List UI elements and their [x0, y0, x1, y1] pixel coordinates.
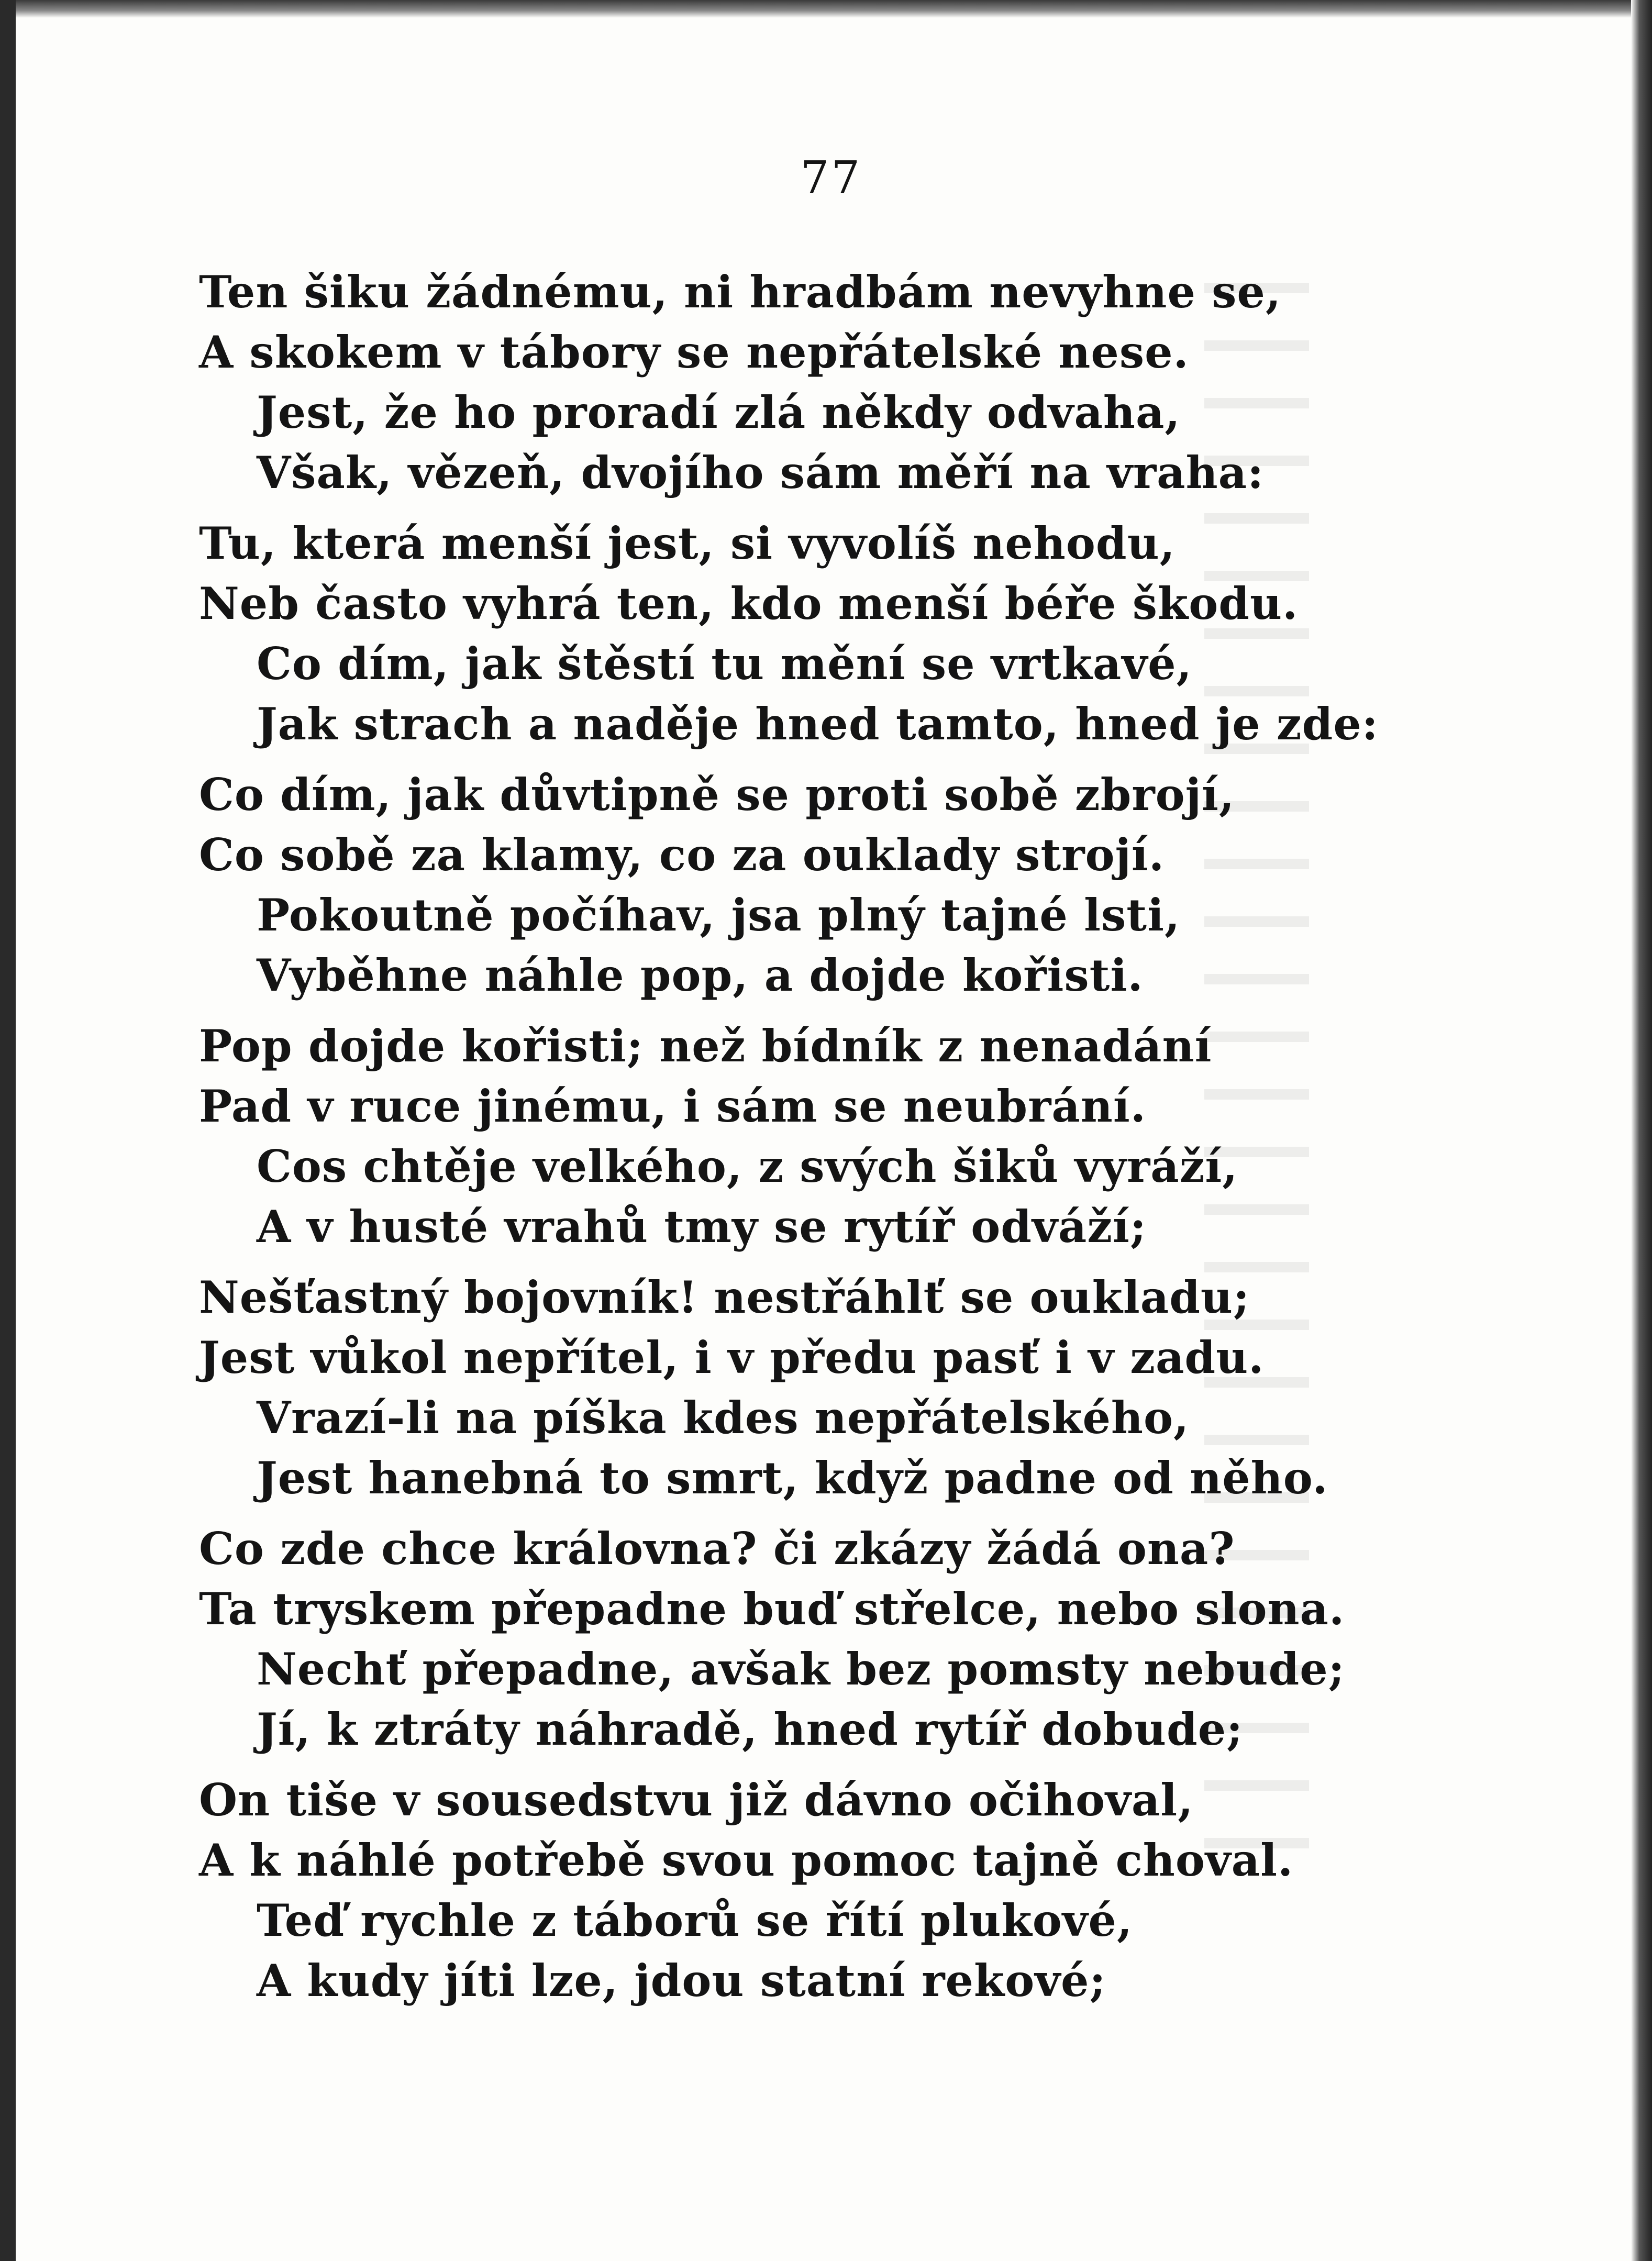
verse-line: Ta tryskem přepadne buď střelce, nebo slona. — [199, 1583, 1345, 1635]
verse-line: A kudy jíti lze, jdou statní rekové; — [257, 1955, 1106, 2007]
verse-line: Vrazí-li na píška kdes nepřátelského, — [257, 1392, 1190, 1444]
verse-line: Cos chtěje velkého, z svých šiků vyráží, — [257, 1140, 1238, 1192]
stanza-4 — [199, 1016, 1403, 1257]
verse-line: Teď rychle z táborů se řítí plukové, — [257, 1894, 1133, 1946]
verse-line: Co dím, jak štěstí tu mění se vrtkavé, — [257, 638, 1192, 690]
verse-line: Vyběhne náhle pop, a dojde kořisti. — [257, 949, 1144, 1001]
verse-line: Jest vůkol nepřítel, i v předu pasť i v zadu. — [199, 1332, 1265, 1383]
verse-line: Nešťastný bojovník! nestřáhlť se oukladu; — [199, 1271, 1250, 1323]
verse-line: Nechť přepadne, avšak bez pomsty nebude; — [257, 1643, 1345, 1695]
stanza-5 — [199, 1267, 1403, 1508]
verse-line: Neb často vyhrá ten, kdo menší béře škodu. — [199, 578, 1299, 629]
verse-line: Ten šiku žádnému, ni hradbám nevyhne se, — [199, 266, 1282, 318]
page-top-edge — [0, 0, 1652, 18]
page-number: 77 — [800, 152, 862, 204]
verse-line: Jak strach a naděje hned tamto, hned je zde: — [257, 698, 1379, 750]
verse-line: A skokem v tábory se nepřátelské nese. — [199, 326, 1189, 378]
verse-line: Co dím, jak důvtipně se proti sobě zbrojí, — [199, 769, 1235, 821]
verse-line: Jest, že ho proradí zlá někdy odvaha, — [257, 386, 1181, 438]
stanza-1 — [199, 262, 1403, 503]
verse-line: Pop dojde kořisti; než bídník z nenadání — [199, 1020, 1212, 1072]
verse-line: Tu, která menší jest, si vyvolíš nehodu, — [199, 517, 1176, 569]
verse-line: Pad v ruce jinému, i sám se neubrání. — [199, 1080, 1146, 1132]
verse-line: Však, vězeň, dvojího sám měří na vraha: — [257, 447, 1265, 498]
stanza-2 — [199, 513, 1403, 754]
verse-line: Jí, k ztráty náhradě, hned rytíř dobude; — [257, 1703, 1244, 1755]
page-right-edge — [1631, 0, 1652, 2261]
stanza-3 — [199, 764, 1403, 1005]
stanza-6 — [199, 1519, 1403, 1759]
verse-line: Co zde chce královna? či zkázy žádá ona? — [199, 1523, 1235, 1575]
verse-line: Pokoutně počíhav, jsa plný tajné lsti, — [257, 889, 1181, 941]
page-left-edge — [0, 0, 16, 2261]
verse-line: A k náhlé potřebě svou pomoc tajně choval. — [199, 1834, 1294, 1886]
verse-line: Co sobě za klamy, co za ouklady strojí. — [199, 829, 1165, 881]
verse-line: On tiše v sousedstvu již dávno očihoval, — [199, 1774, 1194, 1826]
verse-line: A v husté vrahů tmy se rytíř odváží; — [257, 1201, 1147, 1253]
verse-line: Jest hanebná to smrt, když padne od něho. — [257, 1452, 1328, 1504]
stanza-7 — [199, 1770, 1403, 2011]
